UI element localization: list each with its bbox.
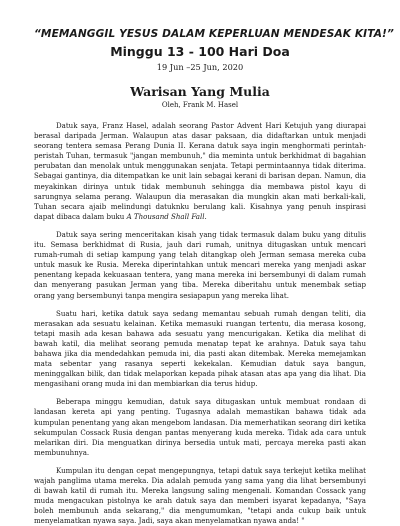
paragraph-1-text: Datuk saya, Franz Hasel, adalah seorang Pastor Advent Hari Ketujuh yang diurapai berasal daripada Jerman. Walaupun atas dasar paksaan, dia didaftarkan untuk menjadi seorang tentera semasa Perang Dunia II. Kerana datuk saya ingin menghormati perintah-peristah Tuhan, termasuk "jangan membunuh," dia meminta untuk berkhidmat di bagahian perubatan dan menolak untuk menggunakan senjata. Tetapi permintaannya tidak diterima. Sebagai gantinya, dia ditempatkan ke unit lain sebagai kerani di barisan depan. Namun, dia meyakinkan dirinya untuk tidak membunuh sehingga dia membawa pistol kayu di sarungnya selama perang. Walaupun dia merasakan dia mungkin akan mati berkali-kali, Tuhan secara ajaib melindungi datuknku berulang kali. Kisahnya yang penuh inspirasi dapat dibaca dalam buku bbox=[34, 121, 366, 221]
paragraph-4: Beberapa minggu kemudian, datuk saya ditugaskan untuk membuat rondaan di landasan kereta api yang penting. Tugasnya adalah memastikan bahawa tidak ada kumpulan penentang yang akan mengebom landasan. Dia memerhatikan seorang diri ketika sekumpulan Cossack Rusia dengan pantas menyerang kuda mereka. Tidak ada cara untuk melarikan diri. Dia menguatkan dirinya bersedia untuk mati, percaya mereka pasti akan membunuhnya. bbox=[34, 397, 366, 457]
article-author: Oleh, Frank M. Hasel bbox=[161, 101, 239, 109]
paragraph-2: Datuk saya sering menceritakan kisah yang tidak termasuk dalam buku yang ditulis itu. Semasa berkhidmat di Rusia, jauh dari rumah, unitnya ditugaskan untuk mencari rumah-rumah di setiap kampung yang telah ditangkap oleh Jerman semasa mereka cuba untuk masuk ke Rusia. Mereka diperintahkan untuk mencari mereka yang menjadi askar penentang kepada kekuasaan tentera, yang mana mereka ini bersembunyi di dalam rumah dan menyerang pasukan Jerman yang tiba. Mereka diberitahu untuk menembak setiap orang yang bersembunyi tanpa mengira sesiapapun yang mereka lihat. bbox=[34, 229, 366, 300]
article-title: Warisan Yang Mulia bbox=[130, 84, 270, 99]
book-title: A Thousand Shall Fall. bbox=[126, 211, 207, 221]
date-range: 19 Jun –25 Jun, 2020 bbox=[156, 62, 244, 72]
week-title: Minggu 13 - 100 Hari Doa bbox=[110, 44, 290, 59]
paragraph-3: Suatu hari, ketika datuk saya sedang memantau sebuah rumah dengan teliti, dia merasakan ada sesuatu kelainan. Ketika memasuki ruangan tertentu, dia merasa kosong, tetapi masih ada kesan bahawa ada sesuatu yang mencurigakan. Ketika dia melihat di bawah katil, dia melihat seorang pemuda menatap tepat ke arahnya. Datuk saya tahu bahawa jika dia mendedahkan pemuda ini, dia pasti akan ditembak. Mereka memejamkan mata sebentar yang rasanya seperti kekekalan. Kemudian datuk saya bangun, meninggalkan bilik, dan tidak melaporkan kepada pihak atasan atas apa yang dia lihat. Dia mengasihani orang muda ini dan membiarkan dia terus hidup. bbox=[34, 308, 366, 389]
paragraph-1 bbox=[34, 121, 366, 222]
article-body bbox=[34, 121, 366, 526]
campaign-slogan: “MEMANGGIL YESUS DALAM KEPERLUAN MENDESAK KITA!” bbox=[34, 28, 394, 40]
paragraph-5: Kumpulan itu dengan cepat mengepungnya, tetapi datuk saya terkejut ketika melihat wajah panglima utama mereka. Dia adalah pemuda yang sama yang dia lihat bersembunyi di bawah katil di rumah itu. Mereka langsung saling mengenali. Komandan Cossack yang muda mengacukan pistolnya ke arah datuk saya dan memberi isyarat kepadanya, "Saya boleh membunuh anda sekarang," dia mengumumkan, "tetapi anda cukup baik untuk menyelamatkan nyawa saya. Jadi, saya akan menyelamatkan nyawa anda! " bbox=[34, 465, 366, 526]
